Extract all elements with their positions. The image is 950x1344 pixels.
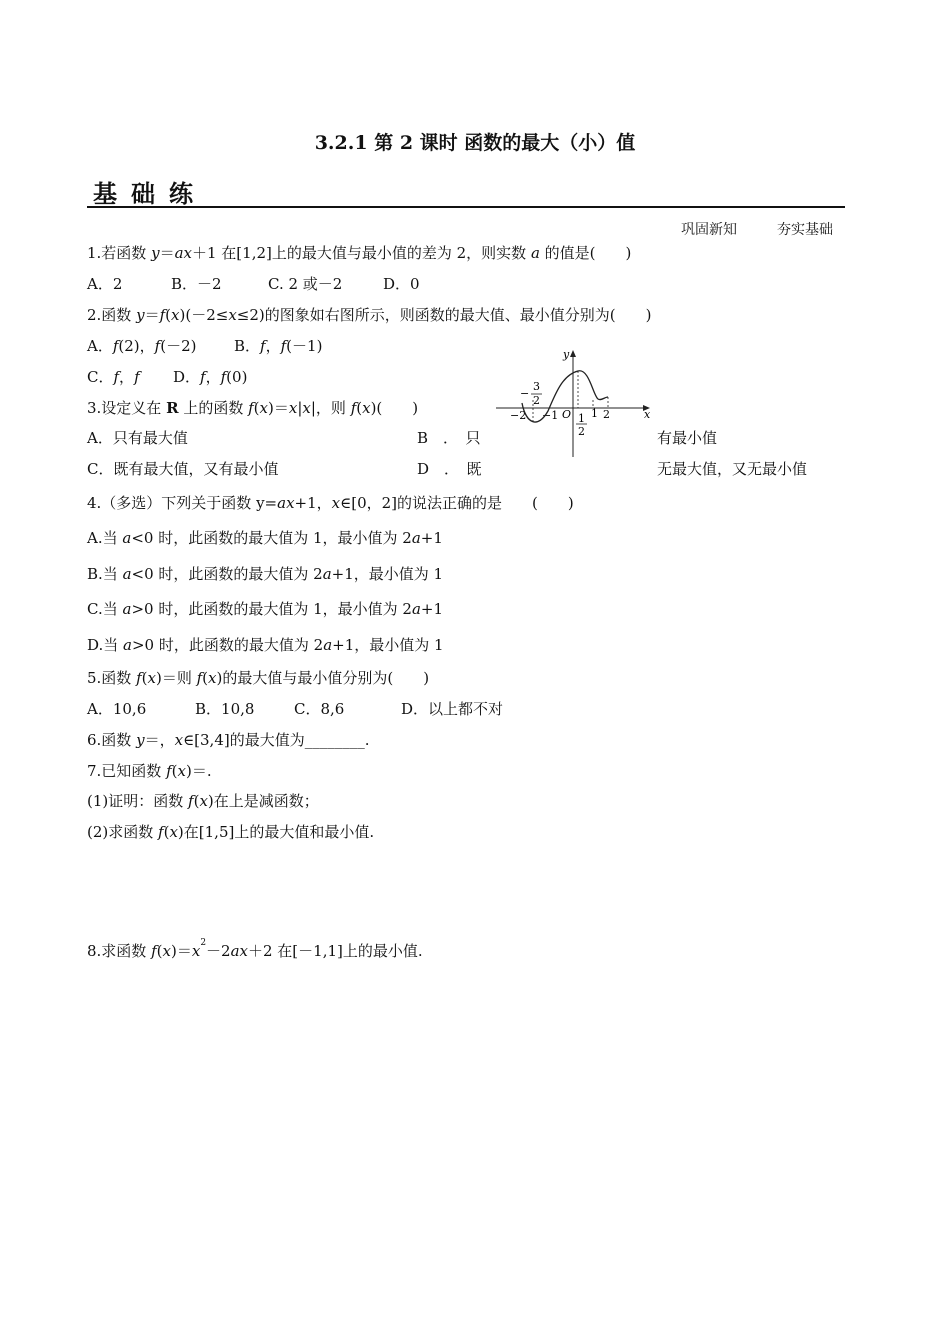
text: ＋1 在[1,2]上的最大值与最小值的差为 2，则实数: [192, 244, 531, 262]
text: 5.函数: [87, 669, 137, 687]
option-c[interactable]: C．既有最大值，又有最小值: [87, 460, 279, 478]
section-tag-left: 巩固新知: [681, 222, 737, 238]
option-d[interactable]: [173, 366, 247, 387]
question-7-part-1: [87, 790, 319, 811]
text: (1)证明：函数: [87, 792, 189, 810]
var: f: [280, 337, 287, 355]
var: a: [322, 565, 332, 583]
text: ∈[0，2]的说法正确的是 ( ): [340, 494, 574, 512]
function-graph: [490, 345, 660, 460]
text: )(－2≤: [179, 306, 229, 324]
text: (: [193, 792, 200, 810]
var: f: [200, 368, 206, 386]
var: x: [331, 494, 341, 512]
var: x: [169, 823, 178, 841]
option-d-part1[interactable]: D ． 既: [417, 460, 482, 478]
section-tag-right: 夯实基础: [777, 222, 833, 238]
option-d[interactable]: [87, 634, 444, 655]
option-a[interactable]: A．10,6: [87, 700, 147, 718]
text: (－2): [160, 337, 197, 355]
tick-label: 2: [578, 425, 585, 438]
var: ax: [230, 942, 248, 960]
question-7-part-2: [87, 821, 374, 842]
text: (2)，: [118, 337, 155, 355]
option-b[interactable]: B．－2: [171, 275, 222, 293]
tick-label: −2: [510, 409, 527, 422]
option-c[interactable]: [87, 598, 443, 619]
option-b-part2[interactable]: 有最小值: [657, 429, 718, 447]
question-8: [87, 940, 423, 961]
var: ax: [277, 494, 295, 512]
var: x: [171, 306, 180, 324]
text: )＝.: [185, 762, 212, 780]
var: f: [158, 823, 164, 841]
var: f: [188, 792, 194, 810]
text: D.当: [87, 636, 124, 654]
text: (2)求函数: [87, 823, 159, 841]
option-b[interactable]: [234, 335, 322, 356]
question-2: [87, 304, 651, 325]
section-divider: [87, 206, 845, 208]
var: x: [228, 306, 237, 324]
var: f: [113, 368, 120, 386]
text: )＝则: [155, 669, 197, 687]
var: x: [302, 399, 311, 417]
var: f: [154, 337, 161, 355]
text: A．: [87, 337, 113, 355]
text: 的值是( ): [539, 244, 632, 262]
option-a[interactable]: [87, 527, 443, 548]
text: >0 时，此函数的最大值为 2: [131, 636, 324, 654]
option-c[interactable]: C. 2 或－2: [268, 275, 343, 293]
option-c[interactable]: C．8,6: [294, 700, 345, 718]
text: (: [253, 399, 260, 417]
var: a: [123, 636, 132, 654]
y-axis-label: y: [563, 348, 570, 361]
var: a: [411, 600, 421, 618]
text: (: [171, 762, 178, 780]
tick-label: −1: [542, 409, 559, 422]
text: C．: [87, 368, 114, 386]
question-5: [87, 667, 429, 688]
text: 7.已知函数: [87, 762, 167, 780]
section-heading: 基础练: [93, 179, 207, 208]
var: f: [134, 368, 140, 386]
var: x: [174, 731, 184, 749]
option-d[interactable]: D．以上都不对: [401, 700, 504, 718]
option-b[interactable]: B．10,8: [195, 700, 255, 718]
text: (0): [226, 368, 248, 386]
text: )( ): [370, 399, 419, 417]
var: a: [323, 636, 333, 654]
text: (－1): [286, 337, 323, 355]
option-c[interactable]: [87, 366, 140, 387]
var: x: [362, 399, 371, 417]
option-a[interactable]: A．只有最大值: [87, 429, 188, 447]
option-b-part1[interactable]: B ． 只: [417, 429, 481, 447]
text: ∈[3,4]的最大值为________.: [183, 731, 370, 749]
var: y: [151, 244, 160, 262]
text: 1.若函数: [87, 244, 152, 262]
var: x: [191, 942, 201, 960]
x-axis-label: x: [644, 408, 651, 421]
text: >0 时，此函数的最大值为 1，最小值为 2: [131, 600, 412, 618]
document-title: 3.2.1 第 2 课时 函数的最大（小）值: [314, 132, 636, 154]
var: f: [136, 669, 142, 687]
text: (: [202, 669, 209, 687]
text: (: [165, 306, 172, 324]
text: ＝: [144, 306, 160, 324]
text: 8.求函数: [87, 942, 152, 960]
text: (: [156, 942, 163, 960]
text: C.当: [87, 600, 123, 618]
var: x: [259, 399, 268, 417]
question-4: [87, 492, 574, 513]
var: x: [288, 399, 298, 417]
var: x: [162, 942, 171, 960]
text: B.当: [87, 565, 123, 583]
exponent: 2: [200, 938, 207, 948]
text: ＝: [159, 244, 175, 262]
var: a: [530, 244, 540, 262]
text: ＋2 在[－1,1]上的最小值.: [248, 942, 423, 960]
text: +1: [420, 600, 444, 618]
text: +1，最小值为 1: [332, 636, 444, 654]
var: ax: [174, 244, 192, 262]
var: f: [159, 306, 166, 324]
var: x: [147, 669, 156, 687]
text: 上的函数: [178, 399, 249, 417]
text: )＝: [268, 399, 289, 417]
text: 6.函数: [87, 731, 137, 749]
option-a[interactable]: [87, 335, 196, 356]
text: )在上是减函数；: [207, 792, 319, 810]
tick-label: 3: [533, 380, 540, 393]
var: f: [260, 337, 266, 355]
tick-label: 2: [533, 394, 540, 407]
text: 3.设定义在: [87, 399, 167, 417]
text: ＝，: [144, 731, 175, 749]
origin-label: O: [562, 408, 572, 421]
tick-label: −: [520, 387, 530, 400]
option-d-part2[interactable]: 无最大值，又无最小值: [657, 460, 808, 478]
y-axis-arrow: [570, 350, 576, 357]
text: <0 时，此函数的最大值为 2: [131, 565, 323, 583]
text: 2.函数: [87, 306, 137, 324]
text: (: [163, 823, 170, 841]
var: f: [112, 337, 119, 355]
question-3: [87, 397, 418, 418]
option-d[interactable]: D．0: [383, 275, 420, 293]
text: D．: [173, 368, 201, 386]
text: (: [141, 669, 148, 687]
var: a: [122, 565, 132, 583]
var: f: [151, 942, 157, 960]
var: f: [166, 762, 172, 780]
var: a: [122, 529, 132, 547]
var: y: [136, 306, 145, 324]
tick-label: 1: [591, 407, 598, 420]
text: +1，最小值为 1: [331, 565, 444, 583]
text: |: [297, 399, 303, 417]
question-1: [87, 242, 631, 263]
text: <0 时，此函数的最大值为 1，最小值为 2: [131, 529, 412, 547]
text: +1: [420, 529, 443, 547]
var: a: [122, 600, 132, 618]
tick-label: 1: [578, 412, 585, 425]
question-7: [87, 760, 212, 781]
text: (: [356, 399, 363, 417]
text: B．: [234, 337, 261, 355]
text: ，: [265, 337, 281, 355]
text: －2: [206, 942, 231, 960]
text: )的最大值与最小值分别为( ): [216, 669, 430, 687]
text: 4.（多选）下列关于函数 y=: [87, 494, 278, 512]
text: )在[1,5]上的最大值和最小值.: [177, 823, 375, 841]
text: ，: [119, 368, 135, 386]
var: x: [177, 762, 186, 780]
text: )＝: [170, 942, 192, 960]
tick-label: 2: [603, 408, 610, 421]
var: f: [350, 399, 357, 417]
var: x: [199, 792, 208, 810]
var: x: [208, 669, 217, 687]
question-6: [87, 729, 370, 750]
option-b[interactable]: [87, 563, 443, 584]
text: +1，: [294, 494, 332, 512]
set-symbol: R: [166, 399, 179, 417]
text: ，: [205, 368, 221, 386]
var: f: [248, 399, 254, 417]
var: f: [220, 368, 227, 386]
var: a: [411, 529, 421, 547]
text: A.当: [87, 529, 123, 547]
option-a[interactable]: A．2: [87, 275, 123, 293]
text: |，则: [310, 399, 351, 417]
text: ≤2)的图象如右图所示，则函数的最大值、最小值分别为( ): [236, 306, 652, 324]
var: f: [196, 669, 203, 687]
var: y: [136, 731, 145, 749]
